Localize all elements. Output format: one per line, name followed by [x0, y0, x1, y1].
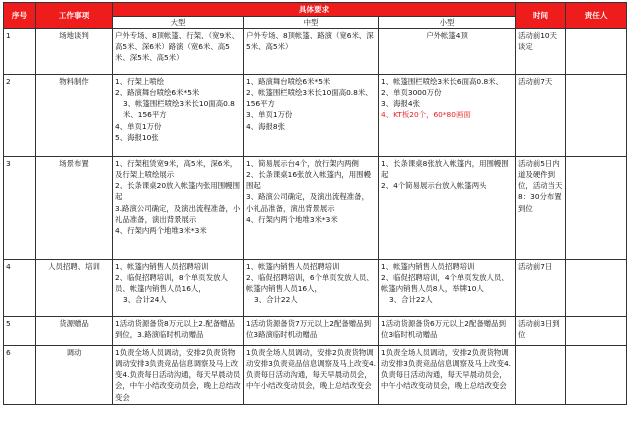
row-seq: 5 — [4, 317, 36, 346]
header-medium: 中型 — [244, 17, 379, 29]
requirement-line: 2、临促招聘培训，4个单页发放人员、帐篷内销售人员8人，举牌10人 — [381, 273, 509, 294]
row-large — [113, 317, 244, 346]
row-time: 活动前5日内道及硬件到位，活动当天8：30分布置到位 — [516, 157, 566, 260]
requirement-line: 4、行架内两个地堆3米*3米 — [246, 214, 338, 224]
row-time: 活动前10天谈定 — [516, 29, 566, 75]
requirement-line: 1、简易展示台4个，放行架内两侧 — [246, 159, 359, 169]
requirement-line: 1、路演舞台喷绘6米*5米 — [246, 77, 331, 87]
row-small — [379, 317, 516, 346]
row-owner — [566, 317, 627, 346]
requirement-line: 2、长条课桌16张放入帐篷内，用围幔围起 — [246, 170, 371, 191]
row-owner — [566, 75, 627, 157]
requirement-line: 1、帐篷内销售人员招聘培训 — [115, 262, 209, 272]
table-row — [4, 29, 627, 75]
requirement-line: 1、行架租赁宽9米，高5米，深6米，及行架上喷绘展示 — [115, 159, 238, 180]
requirement-line: 户外专场、8顶帐篷、路演（宽6米、深5米、高5米） — [246, 31, 374, 52]
requirement-line: 4、行架内两个地堆3米*3米 — [115, 225, 207, 235]
row-small — [379, 260, 516, 317]
row-owner — [566, 260, 627, 317]
row-medium — [244, 346, 379, 405]
row-item: 人员招聘、培训 — [36, 260, 113, 317]
requirement-line: 1负责全场人员调动，安排2负责货物调动安排3负责竞品信息调察及马上改变4.负责每日活动沟通，每天早晨动员会，中午小结改变动员会，晚上总结改变会 — [246, 348, 377, 391]
row-small — [379, 346, 516, 405]
table-row — [4, 260, 627, 317]
requirement-line: 2、临促招聘培训，8个单页发放人员、帐篷内销售人员16人， — [115, 273, 228, 294]
row-item: 场地谈判 — [36, 29, 113, 75]
table-row — [4, 75, 627, 157]
requirement-line: 户外专场、8顶帐篷、行架、（宽9米、高5米、深6米）路演（宽6米、高5米、深5米、高5米） — [115, 31, 239, 63]
row-medium — [244, 29, 379, 75]
requirement-line: 3、单页1万份 — [246, 110, 293, 120]
header-small: 小型 — [379, 17, 516, 29]
requirement-line: 4、海报8张 — [246, 121, 285, 131]
row-time: 活动前7天 — [516, 75, 566, 157]
requirement-line: 户外帐篷4顶 — [426, 31, 468, 41]
row-item: 调动 — [36, 346, 113, 405]
requirement-line: 1负责全场人员调动，安排2负责货物调动安排3负责竞品信息调察及马上改变4.负责每日活动沟通，每天早晨动员会，中午小结改变动员会，晚上总结改变会 — [115, 348, 241, 402]
row-medium — [244, 317, 379, 346]
requirement-line: 3、帐篷围栏喷绘3米长10面高0.8米、156平方 — [123, 99, 235, 120]
requirement-line: 1、帐篷内销售人员招聘培训 — [381, 262, 475, 272]
requirement-line: 1活动货源备货8万元以上2.配备赠品到位，3.路演临时机动赠品 — [115, 319, 235, 340]
row-owner — [566, 157, 627, 260]
table-row — [4, 157, 627, 260]
requirement-line: 1、行架上喷绘 — [115, 77, 165, 87]
row-seq: 4 — [4, 260, 36, 317]
event-plan-table — [3, 2, 627, 405]
row-medium — [244, 260, 379, 317]
row-seq: 6 — [4, 346, 36, 405]
requirement-line: 3、海报4张 — [381, 99, 420, 109]
row-small — [379, 29, 516, 75]
header-large: 大型 — [113, 17, 244, 29]
requirement-line: 2、临促招聘培训，6个单页发放人员、帐篷内销售人员16人， — [246, 273, 374, 294]
row-small — [379, 157, 516, 260]
requirement-line: 1、帐篷内销售人员招聘培训 — [246, 262, 340, 272]
header-item: 工作事项 — [36, 3, 113, 29]
header-requirements: 具体要求 — [113, 3, 516, 17]
requirement-line: 3、合计22人 — [389, 295, 433, 305]
requirement-line: 3、合计24人 — [123, 295, 167, 305]
requirement-line: 2、单页3000万份 — [381, 88, 442, 98]
table-row — [4, 346, 627, 405]
requirement-line-highlight: 4、KT板20个，60*80画面 — [381, 110, 471, 120]
row-time: 活动前7日 — [516, 260, 566, 317]
row-medium — [244, 157, 379, 260]
row-large — [113, 75, 244, 157]
requirement-line: 5、海报10张 — [115, 132, 159, 142]
header-seq: 序号 — [4, 3, 36, 29]
row-large — [113, 29, 244, 75]
row-item: 货源赠品 — [36, 317, 113, 346]
row-time — [516, 346, 566, 405]
requirement-line: 1、长条课桌8张放入帐篷内，用围幔围起 — [381, 159, 509, 180]
requirement-line: 3.路演公司确定，及演出流程准备，小礼品准备，演出背景展示 — [115, 203, 241, 224]
requirement-line: 3、路演公司确定，及演出流程准备，小礼品准备，演出背景展示 — [246, 192, 369, 213]
requirement-line: 1活动货源备货7万元以上2配备赠品到位3路演临时机动赠品 — [246, 319, 371, 340]
table-row — [4, 317, 627, 346]
row-owner — [566, 346, 627, 405]
requirement-line: 2、路演舞台喷绘6米*5米 — [115, 88, 200, 98]
row-large — [113, 346, 244, 405]
header-owner: 责任人 — [566, 3, 627, 29]
row-medium — [244, 75, 379, 157]
requirement-line: 2、帐篷围栏喷绘3米长10面高0.8米、156平方 — [246, 88, 373, 109]
header-row — [4, 3, 627, 17]
row-time: 活动前3日到位 — [516, 317, 566, 346]
header-time: 时间 — [516, 3, 566, 29]
row-owner — [566, 29, 627, 75]
requirement-line: 2、长条课桌20放入帐篷内张用围幔围起 — [115, 181, 240, 202]
row-item: 场景布置 — [36, 157, 113, 260]
row-large — [113, 260, 244, 317]
row-small — [379, 75, 516, 157]
requirement-line: 4、单页1万份 — [115, 121, 162, 131]
requirement-line: 1活动货源备货6万元以上2配备赠品到位3临时机动赠品 — [381, 319, 506, 340]
row-item: 物料制作 — [36, 75, 113, 157]
row-seq: 1 — [4, 29, 36, 75]
requirement-line: 2、4个简易展示台放入帐篷两头 — [381, 181, 487, 191]
row-large — [113, 157, 244, 260]
requirement-line: 1、帐篷围栏喷绘3米长6面高0.8米、 — [381, 77, 503, 87]
row-seq: 3 — [4, 157, 36, 260]
requirement-line: 1负责全场人员调动，安排2负责货物调动安排3负责竞品信息调察及马上改变4.负责每日活动沟通，每天早晨动员会，中午小结改变动员会，晚上总结改变会 — [381, 348, 512, 391]
row-seq: 2 — [4, 75, 36, 157]
requirement-line: 3、合计22人 — [254, 295, 298, 305]
